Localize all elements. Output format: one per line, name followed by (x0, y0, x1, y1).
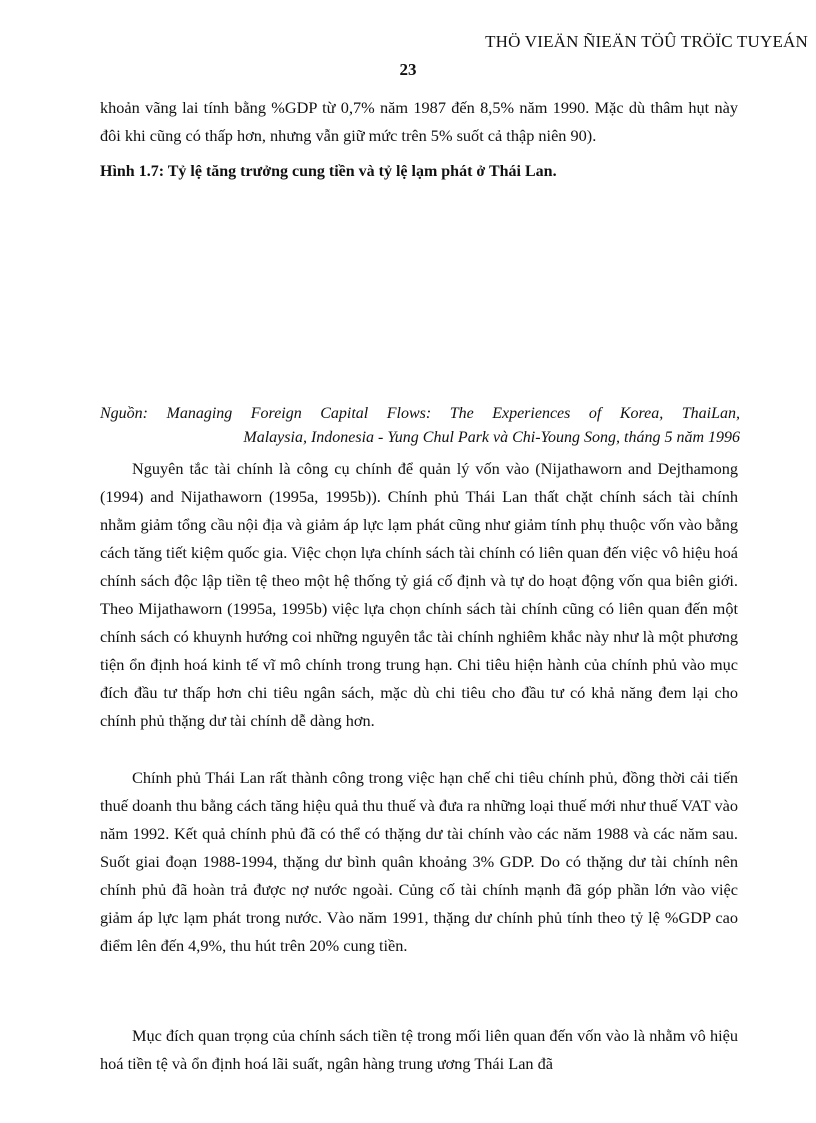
figure-placeholder (100, 200, 738, 390)
figure-source-line2: Malaysia, Indonesia - Yung Chul Park và Chi-Young Song, tháng 5 năm 1996 (243, 429, 740, 446)
figure-caption: Hình 1.7: Tỷ lệ tăng trưởng cung tiền và tỷ lệ lạm phát ở Thái Lan. (100, 163, 557, 180)
paragraph-continuation: khoản vãng lai tính bằng %GDP từ 0,7% năm 1987 đến 8,5% năm 1990. Mặc dù thâm hụt này đôi khi cũng có thấp hơn, nhưng vẫn giữ mức trên 5% suốt cả thập niên 90). (100, 98, 738, 145)
paragraph-government-spending: Chính phủ Thái Lan rất thành công trong việc hạn chế chi tiêu chính phủ, đồng thời cải tiến thuế doanh thu bằng cách tăng hiệu quả thu thuế và đưa ra những loại thuế mới như thuế VAT vào năm 1992. Kết quả chính phủ đã có thể có thặng dư tài chính vào các năm 1988 và các năm sau. Suốt giai đoạn 1988-1994, thặng dư bình quân khoảng 3% GDP. Do có thặng dư tài chính nên chính phủ đã hoàn trả được nợ nước ngoài. Củng cố tài chính mạnh đã góp phần lớn vào việc giảm áp lực lạm phát trong nước. Vào năm 1991, thặng dư chính phủ tính theo tỷ lệ %GDP cao điểm lên đến 4,9%, thu hút trên 20% cung tiền. (100, 768, 738, 955)
library-header: THÖ VIEÄN ÑIEÄN TÖÛ TRÖÏC TUYEÁN (485, 32, 808, 51)
figure-source-line1: Nguồn: Managing Foreign Capital Flows: The Experiences of Korea, ThaiLan, (100, 405, 740, 422)
paragraph-monetary-policy: Mục đích quan trọng của chính sách tiền tệ trong mối liên quan đến vốn vào là nhằm vô hiệu hoá tiền tệ và ổn định hoá lãi suất, ngân hàng trung ương Thái Lan đã (100, 1026, 738, 1073)
paragraph-fiscal-principle: Nguyên tắc tài chính là công cụ chính để quản lý vốn vào (Nijathaworn and Dejthamong (1994) and Nijathaworn (1995a, 1995b)). Chính phủ Thái Lan thất chặt chính sách tài chính nhằm giảm tổng cầu nội địa và giảm áp lực lạm phát cũng như giảm tính phụ thuộc vốn vào bằng cách tăng tiết kiệm quốc gia. Việc chọn lựa chính sách tài chính có liên quan đến việc vô hiệu hoá chính sách độc lập tiền tệ theo một hệ thống tỷ giá cố định và tự do hoạt động vốn qua biên giới. Theo Mijathaworn (1995a, 1995b) việc lựa chọn chính sách tài chính cũng có liên quan đến một chính sách có khuynh hướng coi những nguyên tắc tài chính nghiêm khắc này như là một phương tiện ổn định hoá kinh tế vĩ mô chính trong trung hạn. Chi tiêu hiện hành của chính phủ vào mục đích đầu tư thấp hơn chi tiêu ngân sách, mặc dù chi tiêu cho đầu tư có khả năng đem lại cho chính phủ thặng dư tài chính dễ dàng hơn. (100, 459, 738, 730)
page-number: 23 (399, 60, 417, 79)
figure-source (100, 402, 740, 450)
